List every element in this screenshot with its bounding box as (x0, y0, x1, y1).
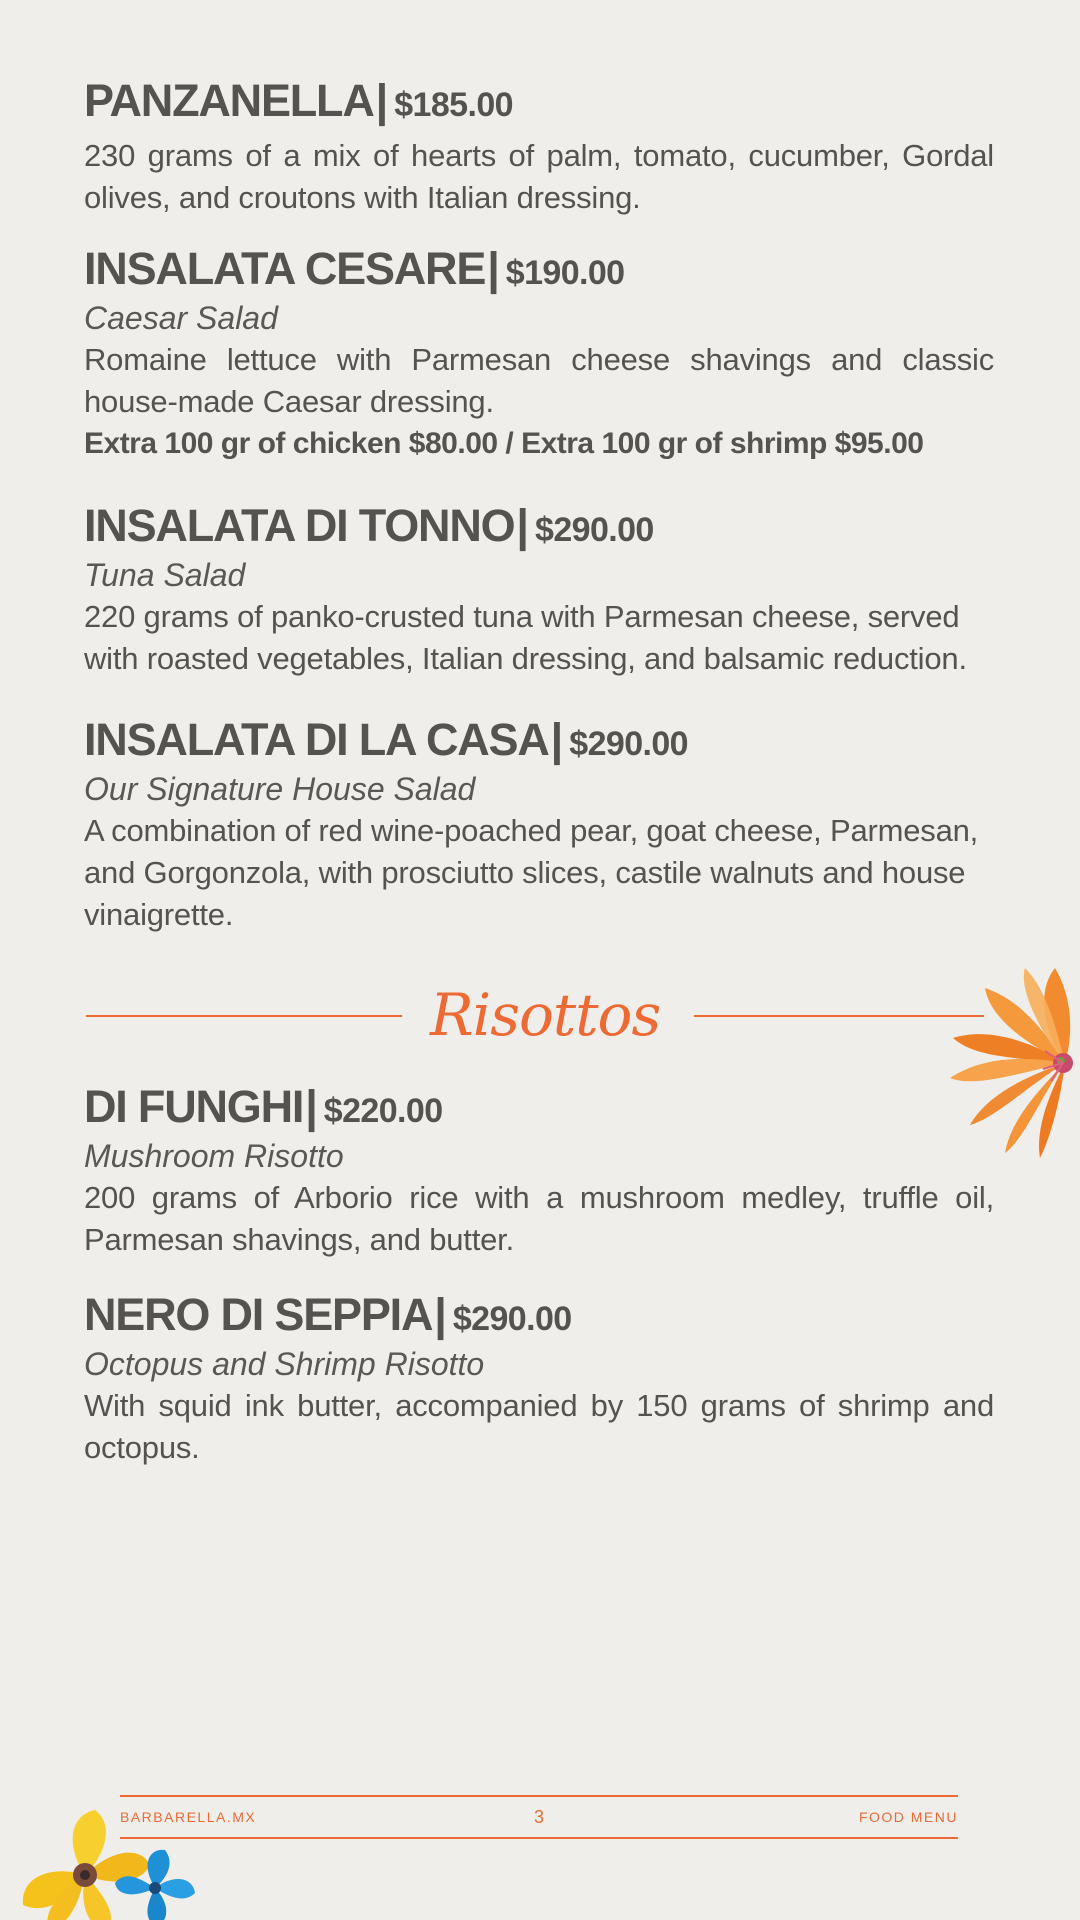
item-subtitle: Our Signature House Salad (84, 771, 476, 807)
footer-site: BARBARELLA.MX (120, 1809, 257, 1825)
item-separator: | (550, 714, 564, 765)
item-subtitle: Caesar Salad (84, 300, 278, 336)
item-description: A combination of red wine-poached pear, goat cheese, Parmesan, and Gorgonzola, with prosciutto slices, castile walnuts and house vinaigrette. (84, 813, 979, 932)
section-divider-left (86, 1015, 402, 1017)
item-name: INSALATA DI LA CASA (84, 714, 549, 765)
footer-page-number: 3 (533, 1807, 544, 1827)
menu-item-panzanella (84, 75, 994, 219)
item-price: $185.00 (394, 86, 513, 124)
item-price: $290.00 (569, 725, 688, 763)
item-separator: | (516, 500, 530, 551)
item-name: NERO DI SEPPIA (84, 1289, 433, 1340)
item-name: PANZANELLA (84, 75, 374, 126)
menu-item-insalata-cesare (84, 243, 994, 465)
item-heading (84, 1081, 994, 1132)
item-separator: | (434, 1289, 447, 1340)
item-price: $190.00 (505, 254, 625, 292)
menu-item-nero-di-seppia (84, 1289, 994, 1469)
section-title: Risottos (430, 981, 661, 1049)
item-subtitle: Octopus and Shrimp Risotto (84, 1346, 485, 1382)
item-description: With squid ink butter, accompanied by 150 grams of shrimp and octopus. (84, 1388, 994, 1465)
item-separator: | (487, 243, 500, 294)
item-name: DI FUNGHI (84, 1081, 304, 1132)
item-name: INSALATA CESARE (84, 243, 486, 294)
menu-item-insalata-di-la-casa (84, 714, 994, 936)
item-price: $290.00 (452, 1300, 572, 1338)
menu-item-di-funghi (84, 1081, 994, 1261)
footer-label: FOOD MENU (858, 1809, 958, 1825)
item-price: $220.00 (323, 1092, 443, 1130)
item-subtitle: Mushroom Risotto (84, 1138, 344, 1174)
page-footer (120, 1795, 958, 1839)
menu-item-insalata-di-tonno (84, 500, 994, 680)
item-description: 230 grams of a mix of hearts of palm, tomato, cucumber, Gordal olives, and croutons with Italian dressing. (84, 138, 994, 215)
item-extras: Extra 100 gr of chicken $80.00 / Extra 100 gr of shrimp $95.00 (84, 427, 924, 460)
item-heading (84, 500, 994, 551)
item-description: 200 grams of Arborio rice with a mushroom medley, truffle oil, Parmesan shavings, and butter. (84, 1180, 994, 1257)
item-separator: | (375, 75, 389, 126)
item-heading (84, 75, 994, 126)
item-description: Romaine lettuce with Parmesan cheese shavings and classic house-made Caesar dressing. (84, 342, 994, 419)
item-name: INSALATA DI TONNO (84, 500, 515, 551)
item-heading (84, 714, 994, 765)
orange-flower-illustration (950, 968, 1080, 1158)
item-description: 220 grams of panko-crusted tuna with Parmesan cheese, served with roasted vegetables, Italian dressing, and balsamic reduction. (84, 599, 967, 676)
item-subtitle: Tuna Salad (84, 557, 246, 593)
item-heading (84, 1289, 994, 1340)
item-heading (84, 243, 994, 294)
item-separator: | (305, 1081, 318, 1132)
section-heading-risottos (0, 965, 1080, 1065)
item-price: $290.00 (535, 511, 654, 549)
section-divider-right (694, 1015, 984, 1017)
